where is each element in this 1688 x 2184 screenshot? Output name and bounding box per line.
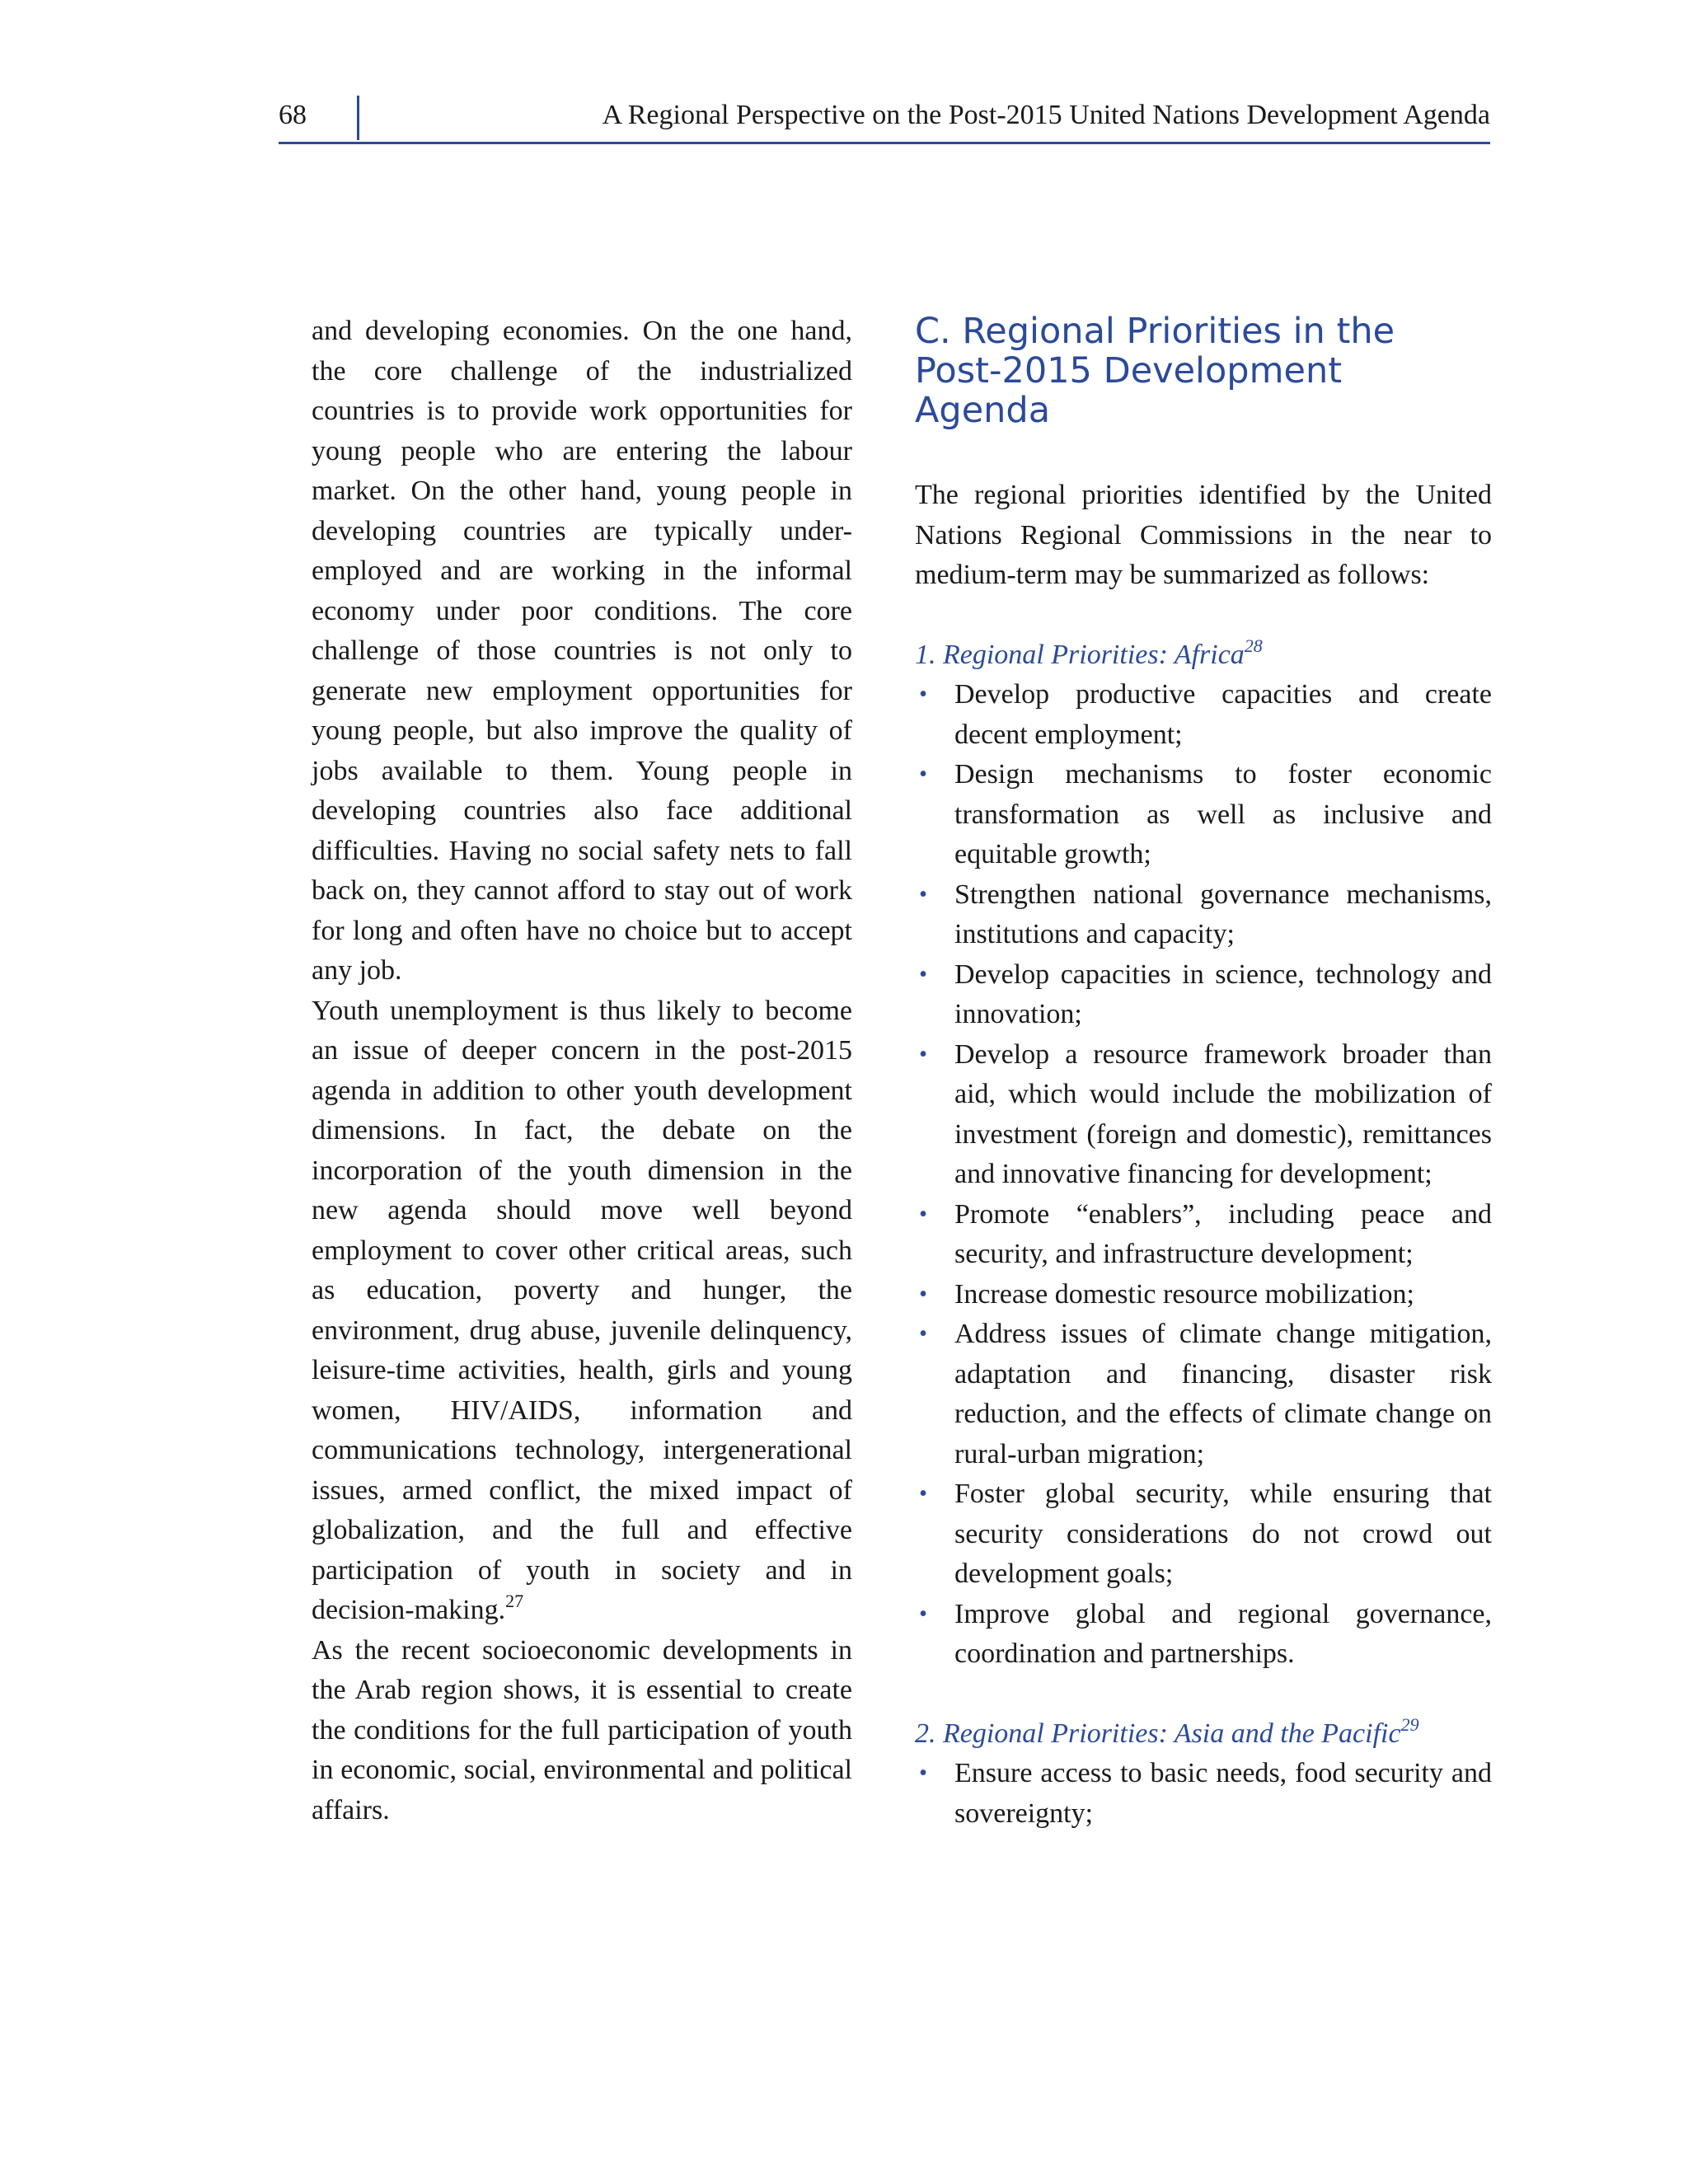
bullet-icon: • bbox=[919, 682, 927, 707]
list-item bbox=[915, 1595, 1492, 1675]
footnote-ref[interactable]: 29 bbox=[1400, 1713, 1419, 1735]
list-item-text: Improve global and regional governance, coordination and partnerships. bbox=[954, 1598, 1492, 1669]
body-paragraph: Youth unemployment is thus likely to become an issue of deeper concern in the post-2015 agenda in addition to other youth development dimensions. In fact, the debate on the incorporation of the youth dimension in the new agenda should move well beyond employment to cover other critical areas, such as education, poverty and hunger, the environment, drug abuse, juvenile delinquency, leisure-time activities, health, girls and young women, HIV/AIDS, information and communications technology, intergenerational issues, armed conflict, the mixed impact of globalization, and the full and effective participation of youth in society and in decision-making.$^{27}$ bbox=[312, 995, 852, 1625]
list-item bbox=[915, 955, 1492, 1035]
list-item bbox=[915, 1275, 1492, 1315]
list-item-text: Increase domestic resource mobilization; bbox=[954, 1278, 1414, 1310]
list-item-text: Address issues of climate change mitigation, adaptation and financing, disaster risk reduction, and the effects of climate change on rural-urban migration; bbox=[954, 1319, 1492, 1469]
footnote-ref[interactable]: 27 bbox=[505, 1591, 524, 1611]
footnote-ref[interactable]: 28 bbox=[1244, 635, 1263, 656]
bullet-icon: • bbox=[919, 1281, 927, 1307]
list-item-text: Design mechanisms to foster economic transformation as well as inclusive and equitable growth; bbox=[954, 759, 1492, 869]
list-item-text: Develop capacities in science, technology and innovation; bbox=[954, 958, 1492, 1029]
list-item bbox=[915, 675, 1492, 755]
intro-paragraph: The regional priorities identified by the United Nations Regional Commissions in the near to medium-term may be summarized as follows: bbox=[915, 480, 1492, 590]
list-item bbox=[915, 1754, 1492, 1834]
section-heading: C. Regional Priorities in the Post-2015 Development Agenda bbox=[915, 311, 1395, 431]
bullet-icon: • bbox=[919, 1481, 927, 1507]
list-item-text: Develop a resource framework broader than aid, which would include the mobilization of investment (foreign and domestic), remittances and innovative financing for development; bbox=[954, 1038, 1492, 1189]
subheading-africa: 1. Regional Priorities: Africa$^{28}$ bbox=[915, 635, 1263, 670]
left-column bbox=[312, 312, 852, 1830]
bullet-icon: • bbox=[919, 1601, 927, 1627]
list-item-text: Promote “enablers”, including peace and security, and infrastructure development; bbox=[954, 1198, 1492, 1269]
list-item bbox=[915, 755, 1492, 875]
list-item-text: Ensure access to basic needs, food security and sovereignty; bbox=[954, 1758, 1492, 1829]
bullet-icon: • bbox=[919, 1201, 927, 1227]
list-item-text: Foster global security, while ensuring that security considerations do not crowd out development goals; bbox=[954, 1479, 1492, 1589]
bullet-icon: • bbox=[919, 762, 927, 787]
list-item bbox=[915, 1035, 1492, 1195]
right-column bbox=[915, 312, 1492, 1834]
page-header bbox=[279, 96, 1490, 144]
subheading-asia-pacific: 2. Regional Priorities: Asia and the Pacific$^{29}$ bbox=[915, 1713, 1419, 1749]
list-item-text: Develop productive capacities and create decent employment; bbox=[954, 679, 1492, 750]
page-number: 68 bbox=[279, 100, 307, 130]
bullet-icon: • bbox=[919, 1760, 927, 1786]
list-item bbox=[915, 875, 1492, 955]
list-item bbox=[915, 1195, 1492, 1275]
header-divider bbox=[357, 96, 359, 140]
bullet-icon: • bbox=[919, 1041, 927, 1067]
bullet-icon: • bbox=[919, 961, 927, 987]
list-item bbox=[915, 1474, 1492, 1595]
list-item-text: Strengthen national governance mechanisms, institutions and capacity; bbox=[954, 879, 1492, 949]
bullet-icon: • bbox=[919, 881, 927, 907]
africa-priorities-list bbox=[915, 675, 1492, 1675]
asia-pacific-priorities-list bbox=[915, 1754, 1492, 1834]
bullet-icon: • bbox=[919, 1321, 927, 1347]
running-title: A Regional Perspective on the Post-2015 United Nations Development Agenda bbox=[602, 100, 1490, 130]
body-paragraph: and developing economies. On the one hand, the core challenge of the industrialized countries is to provide work opportunities for young people who are entering the labour market. On the other hand, young people in developing countries are typically under-employed and are working in the informal economy under poor conditions. The core challenge of those countries is not only to generate new employment opportunities for young people, but also improve the quality of jobs available to them. Young people in developing countries also face additional difficulties. Having no social safety nets to fall back on, they cannot afford to stay out of work for long and often have no choice but to accept any job. bbox=[312, 316, 852, 986]
list-item bbox=[915, 1315, 1492, 1474]
body-paragraph: As the recent socioeconomic developments in the Arab region shows, it is essential to create the conditions for the full participation of youth in economic, social, environmental and political affairs. bbox=[312, 1634, 852, 1825]
